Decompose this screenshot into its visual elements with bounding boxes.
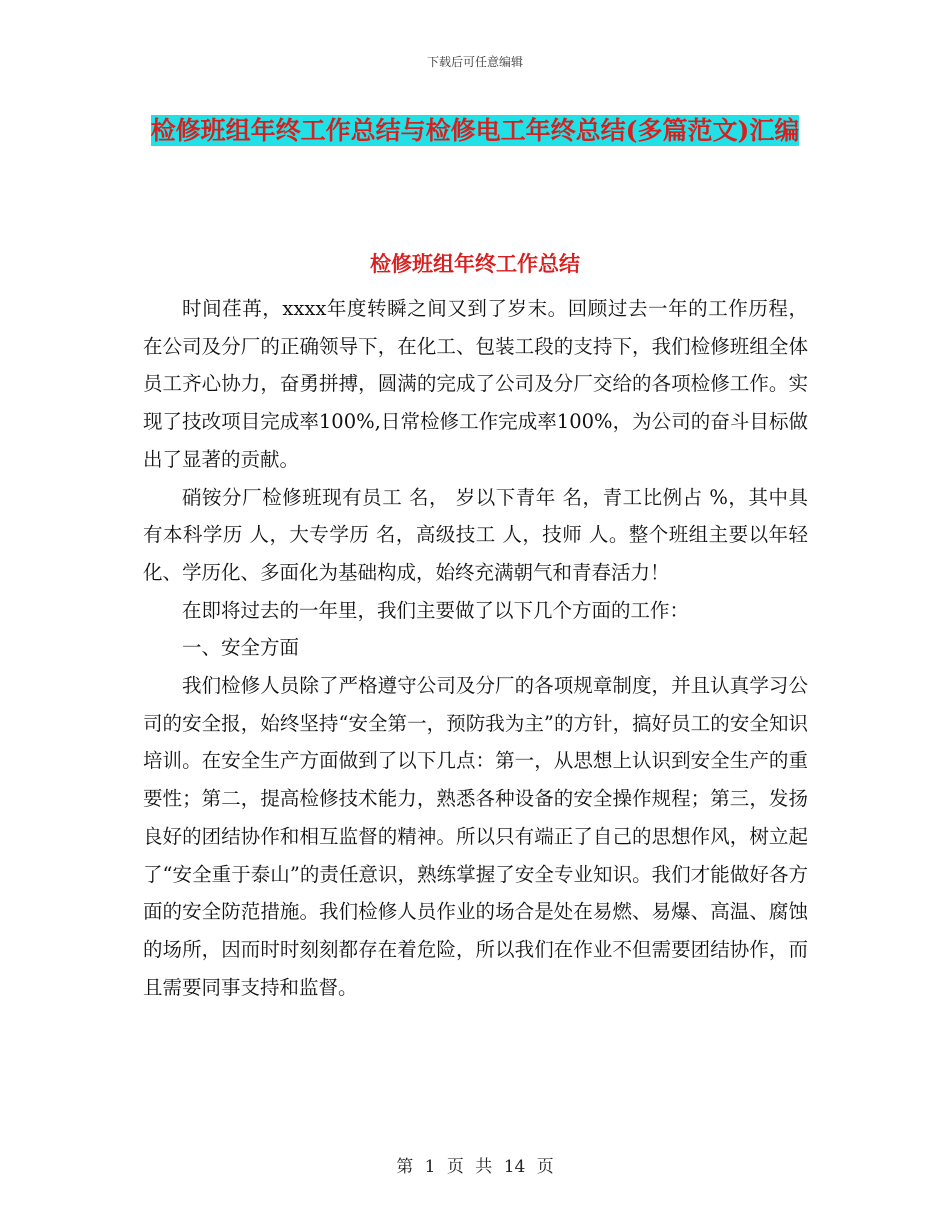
paragraph: 时间荏苒，xxxx年度转瞬之间又到了岁末。回顾过去一年的工作历程，在公司及分厂的正确领导下，在化工、包装工段的支持下，我们检修班组全体员工齐心协力，奋勇拼搏，圆满的完成了公司及分厂交给的各项检修工作。实现了技改项目完成率100%,日常检修工作完成率100%，为公司的奋斗目标做出了显著的贡献。	[143, 297, 808, 471]
page-footer: 第 1 页 共 14 页	[396, 1157, 554, 1177]
paragraph: 硝铵分厂检修班现有员工 名， 岁以下青年 名，青工比例占 %，其中具有本科学历 人，大专学历 名，高级技工 人，技师 人。整个班组主要以年轻化、学历化、多面化为基础构成，始终充满朝气和青春活力！	[143, 485, 808, 584]
paragraph: 在即将过去的一年里，我们主要做了以下几个方面的工作：	[182, 598, 690, 622]
document-title-text: 检修班组年终工作总结与检修电工年终总结(多篇范文)汇编	[150, 116, 800, 145]
subheading: 一、安全方面	[182, 636, 300, 660]
section-title: 检修班组年终工作总结	[370, 251, 580, 276]
document-title	[140, 108, 810, 154]
document-body	[143, 290, 808, 1006]
paragraph: 我们检修人员除了严格遵守公司及分厂的各项规章制度，并且认真学习公司的安全报，始终坚持“安全第一，预防我为主”的方针，搞好员工的安全知识培训。在安全生产方面做到了以下几点：第一，从思想上认识到安全生产的重要性；第二，提高检修技术能力，熟悉各种设备的安全操作规程；第三，发扬良好的团结协作和相互监督的精神。所以只有端正了自己的思想作风，树立起了“安全重于泰山”的责任意识，熟练掌握了安全专业知识。我们才能做好各方面的安全防范措施。我们检修人员作业的场合是处在易燃、易爆、高温、腐蚀的场所，因而时时刻刻都存在着危险，所以我们在作业不但需要团结协作，而且需要同事支持和监督。	[143, 674, 808, 999]
header-note: 下载后可任意编辑	[426, 55, 523, 69]
